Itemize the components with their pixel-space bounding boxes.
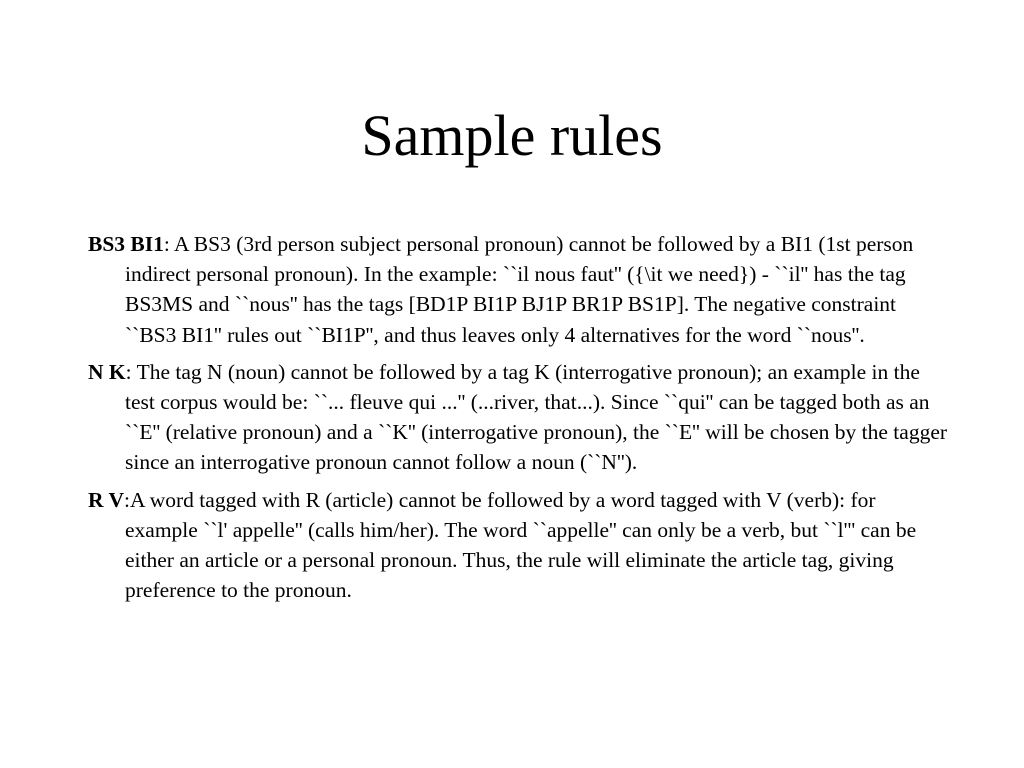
rule-text: : The tag N (noun) cannot be followed by a tag K (interrogative pronoun); an example in the test corpus would be: ``... fleuve qui ...'' (...river, that...). Since ``qui'' can be tagged both as an ``E'' (relative pronoun) and a ``K'' (interrogative pronoun), the ``E'' will be chosen by the tagger since an interrogative pronoun cannot follow a noun (``N''). — [125, 359, 948, 475]
rule-text: :A word tagged with R (article) cannot be followed by a word tagged with V (verb): for example ``l' appelle'' (calls him/her). The word ``appelle'' can only be a verb, but ``l''' can be either an article or a personal pronoun. Thus, the rule will eliminate the article tag, giving preference to the pronoun. — [124, 487, 917, 603]
rule-r-v — [88, 485, 948, 606]
rule-key: R V — [88, 487, 125, 512]
rules-list — [88, 229, 948, 612]
rule-bs3-bi1 — [88, 229, 948, 350]
rule-text: : A BS3 (3rd person subject personal pronoun) cannot be followed by a BI1 (1st person indirect personal pronoun). In the example: ``il nous faut'' ({\it we need}) - ``il'' has the tag BS3MS and ``nous'' has the tags [BD1P BI1P BJ1P BR1P BS1P]. The negative constraint ``BS3 BI1'' rules out ``BI1P'', and thus leaves only 4 alternatives for the word ``nous''. — [125, 232, 914, 347]
rule-key: N K — [88, 359, 126, 384]
rule-key: BS3 BI1 — [88, 232, 164, 256]
slide-title: Sample rules — [361, 103, 663, 168]
rule-n-k — [88, 357, 948, 478]
